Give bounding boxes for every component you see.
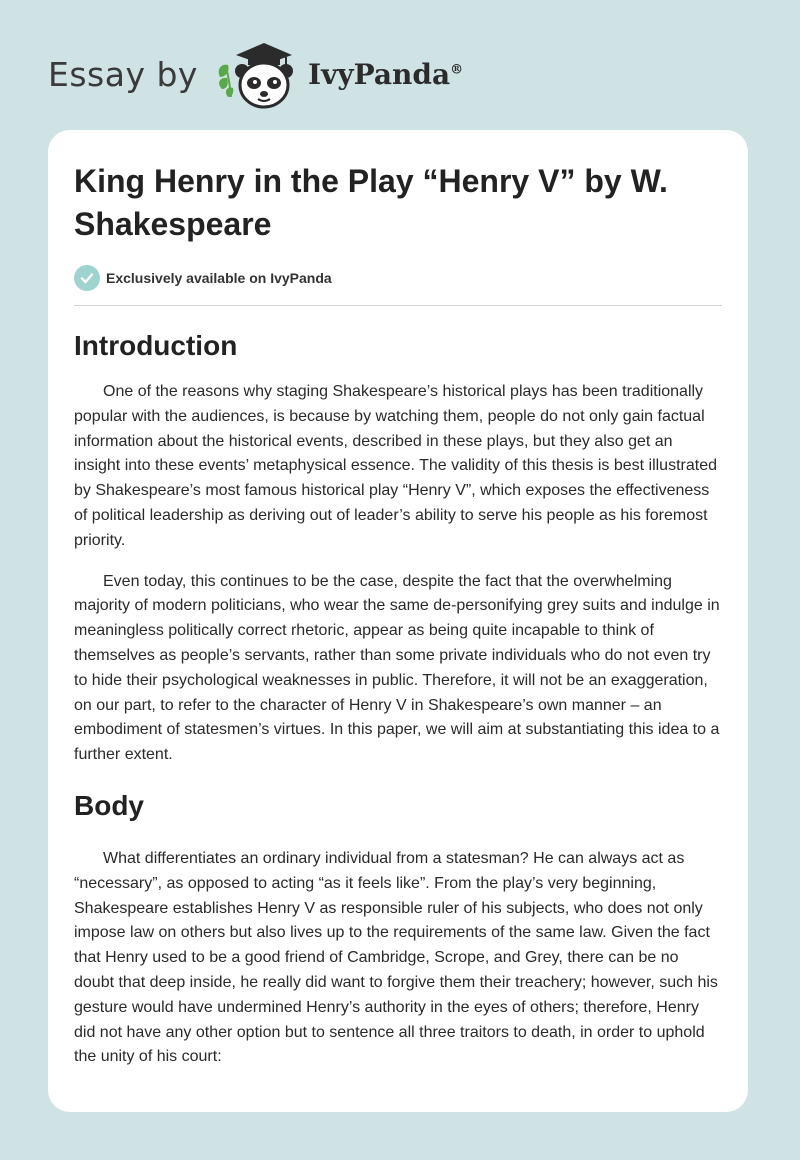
exclusive-text: Exclusively available on IvyPanda bbox=[106, 270, 332, 286]
brand-name bbox=[308, 58, 463, 91]
exclusive-badge bbox=[74, 264, 722, 292]
brand-text: IvyPanda bbox=[307, 57, 451, 91]
ivypanda-logo[interactable] bbox=[214, 37, 463, 111]
paragraph: One of the reasons why staging Shakespeare’s historical plays has been traditionally popular with the audiences, is because by watching them, people do not only gain factual information about the historical events, described in these plays, but they also get an insight into these events’ metaphysical essence. The validity of this thesis is best illustrated by Shakespeare’s most famous historical play “Henry V”, which exposes the effectiveness of political leadership as deriving out of leader’s ability to serve his people as his foremost priority. bbox=[74, 383, 717, 549]
site-header bbox=[48, 34, 568, 114]
check-icon bbox=[74, 265, 100, 291]
registered-mark: ® bbox=[450, 62, 464, 78]
essay-by-label: Essay by bbox=[48, 54, 198, 94]
panda-logo-icon bbox=[214, 37, 300, 111]
paragraph: Even today, this continues to be the case, despite the fact that the overwhelming majority of modern politicians, who wear the same de-personifying grey suits and indulge in meaningless politically correct rhetoric, appear as being quite incapable to think of themselves as people’s servants, rather than some private individuals who do not even try to hide their psychological weaknesses in public. Therefore, it will not be an exaggeration, on our part, to refer to the character of Henry V in Shakespeare’s own manner – an embodiment of statesmen’s virtues. In this paper, we will aim at substantiating this idea to a further extent. bbox=[74, 572, 720, 764]
page-title: King Henry in the Play “Henry V” by W. Shakespeare bbox=[74, 163, 668, 242]
essay-card bbox=[48, 130, 748, 1112]
body-heading: Body bbox=[74, 789, 144, 821]
introduction-heading: Introduction bbox=[74, 330, 238, 361]
divider bbox=[74, 305, 722, 306]
paragraph: What differentiates an ordinary individual from a statesman? He can always act as “necessary”, as opposed to acting “as it feels like”. From the play’s very beginning, Shakespeare establishes Henry V as responsible ruler of his subjects, who does not only impose law on others but also lives up to the requirements of the same law. Given the fact that Henry used to be a good friend of Cambridge, Scrope, and Grey, there can be no doubt that deep inside, he really did want to forgive them their treachery; however, such his gesture would have undermined Henry’s authority in the eyes of others; therefore, Henry did not have any other option but to sentence all three traitors to death, in order to uphold the unity of his court: bbox=[74, 849, 718, 1066]
